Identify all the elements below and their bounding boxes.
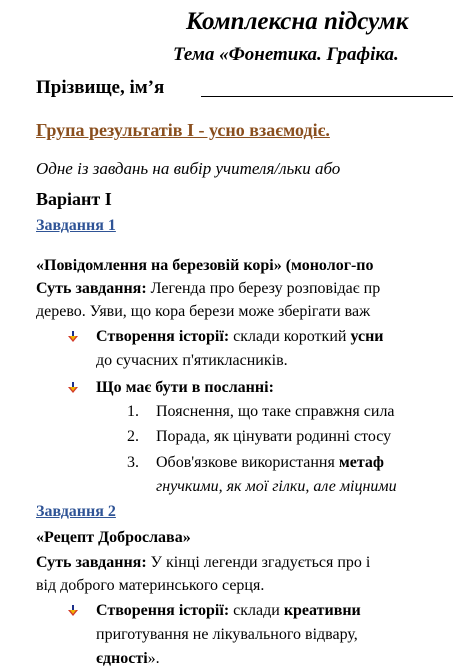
task2-bullet1-bold3: єдності: [96, 650, 148, 667]
arrow-bullet-icon: [66, 604, 80, 618]
task2-essence-text: У кінці легенди згадується про і: [146, 554, 371, 571]
document-title: Комплексна підсумк: [186, 8, 409, 35]
list-item-number: 3.: [127, 454, 139, 471]
task1-bullet1-bold: Створення історії:: [96, 328, 230, 345]
task-choice-note: Одне із завдань на вибір учителя/льки або: [36, 159, 341, 178]
task1-bullet1: [96, 327, 384, 347]
task1-bullet1-continued: до сучасних п'ятикласників.: [96, 352, 288, 369]
task1-bullet1-bold2: усни: [350, 328, 384, 345]
variant-heading: Варіант І: [36, 189, 112, 209]
list-item-number: 1.: [127, 403, 139, 420]
task2-bullet1-continued2: [96, 649, 160, 669]
list-item: Порада, як цінувати родинні стосу: [156, 428, 392, 445]
task1-bullet1-text: склади короткий: [229, 328, 351, 345]
list-item-continued: гнучкими, як мої гілки, але міцними: [156, 478, 397, 495]
task2-bullet1-bold: Створення історії:: [96, 602, 230, 619]
task2-essence: [36, 553, 370, 573]
arrow-bullet-icon: [66, 381, 80, 395]
task2-heading: Завдання 2: [36, 503, 116, 520]
name-label: Прізвище, ім’я: [36, 77, 165, 98]
list-item: Пояснення, що таке справжня сила: [156, 403, 395, 420]
task2-bullet1-bold2: креативни: [283, 602, 361, 619]
task2-essence-label: Суть завдання:: [36, 554, 147, 571]
task1-essence: [36, 279, 380, 299]
task2-title: «Рецепт Доброслава»: [36, 529, 191, 546]
list-item: [156, 453, 384, 473]
results-group-heading: Група результатів І - усно взаємодіє.: [36, 120, 330, 140]
topic-line: Тема «Фонетика. Графіка.: [173, 44, 399, 65]
task2-bullet1-continued: приготування не лікувального відвару,: [96, 626, 358, 643]
list-item-number: 2.: [127, 428, 139, 445]
task1-essence-label: Суть завдання:: [36, 280, 147, 297]
task2-bullet1-tail: ».: [147, 650, 160, 667]
task1-bullet2: Що має бути в посланні:: [96, 379, 274, 396]
list-item-bold: метаф: [338, 454, 384, 471]
arrow-bullet-icon: [66, 330, 80, 344]
task2-bullet1-text: склади: [229, 602, 284, 619]
task1-essence-text: Легенда про березу розповідає пр: [146, 280, 381, 297]
name-fill-line: [201, 96, 453, 97]
task1-title: «Повідомлення на березовій корі» (монолог-по: [36, 257, 374, 274]
task2-bullet1: [96, 601, 361, 621]
list-item-text: Обов'язкове використання: [156, 454, 339, 471]
task1-heading: Завдання 1: [36, 217, 116, 234]
task1-essence-continued: дерево. Уяви, що кора берези може зберігати важ: [36, 303, 371, 320]
task2-essence-continued: від доброго материнського серця.: [36, 577, 265, 594]
